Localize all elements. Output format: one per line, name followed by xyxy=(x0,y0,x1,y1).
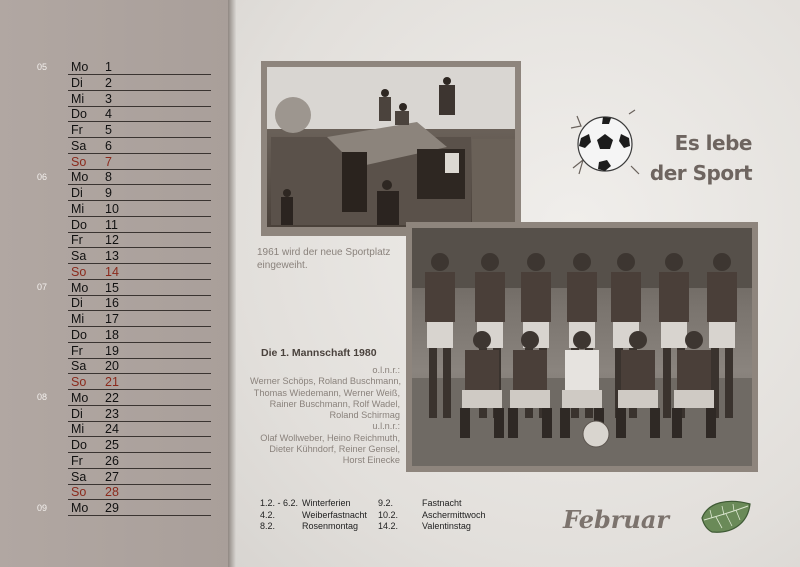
day-name: Mi xyxy=(71,422,85,437)
calendar-day-row xyxy=(68,122,211,139)
construction-photo-image xyxy=(267,67,515,227)
photo-construction xyxy=(261,61,521,236)
day-name: So xyxy=(71,485,87,500)
team-line: Horst Einecke xyxy=(342,455,400,466)
day-number: 20 xyxy=(105,359,119,374)
calendar-day-row xyxy=(68,153,211,170)
day-number: 15 xyxy=(105,280,119,295)
holiday-date: 10.2. xyxy=(378,509,399,520)
day-number: 22 xyxy=(105,390,119,405)
team-line: Rainer Buschmann, Rolf Wadel, xyxy=(269,398,400,409)
day-name: Fr xyxy=(71,123,83,138)
day-number: 18 xyxy=(105,327,119,342)
holiday-date: 1.2. - 6.2. xyxy=(260,498,299,508)
holiday-name: Winterferien xyxy=(302,498,351,508)
day-name: So xyxy=(71,264,87,279)
team-line: Dieter Kühndorf, Reiner Gensel, xyxy=(269,444,400,455)
day-name: Mi xyxy=(71,201,85,216)
holiday-date: 8.2. xyxy=(260,521,276,531)
holiday-row xyxy=(260,521,500,533)
calendar-day-row xyxy=(68,374,211,391)
holiday-date: 14.2. xyxy=(378,521,399,531)
calendar-day-row xyxy=(68,437,211,454)
day-name: Mo xyxy=(71,60,89,75)
week-number: 08 xyxy=(37,392,48,403)
day-name: Di xyxy=(71,75,83,90)
day-name: Fr xyxy=(71,233,83,248)
calendar-day-row xyxy=(68,216,211,233)
sidebar-edge xyxy=(228,0,236,567)
day-name: Sa xyxy=(71,249,87,264)
calendar-day-row xyxy=(68,59,211,76)
day-number: 19 xyxy=(105,343,119,358)
calendar-day-row xyxy=(68,74,211,91)
day-name: Fr xyxy=(71,343,83,358)
day-number: 26 xyxy=(105,453,119,468)
team-names xyxy=(250,365,400,467)
day-number: 4 xyxy=(105,107,112,122)
holiday-list xyxy=(260,498,500,533)
day-number: 17 xyxy=(105,312,119,327)
day-name: Do xyxy=(71,327,87,342)
headline-line1: Es lebe xyxy=(674,131,752,155)
day-name: Di xyxy=(71,406,83,421)
day-number: 23 xyxy=(105,406,119,421)
day-name: Di xyxy=(71,296,83,311)
team-title: Die 1. Mannschaft 1980 xyxy=(261,347,377,359)
day-number: 9 xyxy=(105,186,112,201)
day-number: 13 xyxy=(105,249,119,264)
calendar-day-row xyxy=(68,90,211,107)
day-name: Do xyxy=(71,107,87,122)
day-name: Mi xyxy=(71,312,85,327)
day-name: Do xyxy=(71,438,87,453)
day-number: 8 xyxy=(105,170,112,185)
calendar-day-row xyxy=(68,405,211,422)
day-number: 14 xyxy=(105,264,119,279)
calendar-day-row xyxy=(68,232,211,249)
day-name: Mi xyxy=(71,91,85,106)
holiday-name: Aschermittwoch xyxy=(422,509,486,520)
day-name: Do xyxy=(71,217,87,232)
day-name: So xyxy=(71,154,87,169)
leaf-icon xyxy=(698,496,754,536)
week-number: 06 xyxy=(37,171,48,182)
day-number: 16 xyxy=(105,296,119,311)
day-number: 6 xyxy=(105,138,112,153)
day-number: 28 xyxy=(105,485,119,500)
day-number: 24 xyxy=(105,422,119,437)
team-line: Werner Schöps, Roland Buschmann, xyxy=(250,376,401,387)
construction-caption: 1961 wird der neue Sportplatz eingeweiht. xyxy=(257,247,391,271)
week-number: 05 xyxy=(37,61,48,72)
day-name: So xyxy=(71,375,87,390)
day-name: Di xyxy=(71,186,83,201)
day-number: 2 xyxy=(105,75,112,90)
calendar-day-row xyxy=(68,279,211,296)
team-line: o.l.n.r.: xyxy=(372,365,400,375)
calendar-day-row xyxy=(68,484,211,501)
week-number: 09 xyxy=(37,502,48,513)
calendar-day-row xyxy=(68,185,211,202)
calendar-day-row xyxy=(68,263,211,280)
holiday-name: Fastnacht xyxy=(422,498,462,508)
calendar-day-row xyxy=(68,500,211,517)
day-number: 5 xyxy=(105,123,112,138)
day-name: Mo xyxy=(71,280,89,295)
day-name: Mo xyxy=(71,390,89,405)
day-number: 7 xyxy=(105,154,112,169)
holiday-name: Rosenmontag xyxy=(302,521,359,531)
day-name: Mo xyxy=(71,501,89,516)
day-name: Sa xyxy=(71,469,87,484)
holiday-name: Valentinstag xyxy=(422,521,471,531)
holiday-row xyxy=(260,498,500,510)
calendar-day-row xyxy=(68,137,211,154)
team-line: Roland Schirmag xyxy=(329,410,400,421)
holiday-date: 4.2. xyxy=(260,509,276,520)
soccer-ball-icon xyxy=(569,108,641,180)
team-line: u.l.n.r.: xyxy=(372,421,400,432)
day-number: 25 xyxy=(105,438,119,453)
calendar-day-row xyxy=(68,169,211,186)
day-name: Sa xyxy=(71,359,87,374)
calendar-day-row xyxy=(68,421,211,438)
calendar-day-row xyxy=(68,248,211,265)
day-number: 21 xyxy=(105,375,119,390)
team-line: Olaf Wollweber, Heino Reichmuth, xyxy=(260,432,400,443)
holiday-date: 9.2. xyxy=(378,498,394,508)
day-number: 27 xyxy=(105,469,119,484)
day-name: Fr xyxy=(71,453,83,468)
headline-line2: der Sport xyxy=(649,161,752,185)
day-number: 1 xyxy=(105,60,112,75)
day-name: Mo xyxy=(71,170,89,185)
calendar-day-row xyxy=(68,468,211,485)
month-title: Februar xyxy=(563,505,670,534)
day-number: 3 xyxy=(105,91,112,106)
calendar-day-row xyxy=(68,106,211,123)
headline xyxy=(640,128,752,188)
calendar-day-row xyxy=(68,200,211,217)
day-number: 29 xyxy=(105,501,119,516)
day-name: Sa xyxy=(71,138,87,153)
day-number: 12 xyxy=(105,233,119,248)
calendar-day-row xyxy=(68,452,211,469)
photo-team xyxy=(406,222,758,472)
calendar-day-row xyxy=(68,342,211,359)
calendar-day-row xyxy=(68,311,211,328)
calendar-day-row xyxy=(68,326,211,343)
day-number: 10 xyxy=(105,201,119,216)
calendar-day-row xyxy=(68,358,211,375)
day-number: 11 xyxy=(105,217,118,232)
holiday-row xyxy=(260,510,500,522)
team-line: Thomas Wiedemann, Werner Weiß, xyxy=(253,387,400,398)
calendar-day-row xyxy=(68,389,211,406)
holiday-name: Weiberfastnacht xyxy=(302,509,367,520)
calendar-day-row xyxy=(68,295,211,312)
week-number: 07 xyxy=(37,282,48,292)
team-photo-image xyxy=(412,228,752,466)
